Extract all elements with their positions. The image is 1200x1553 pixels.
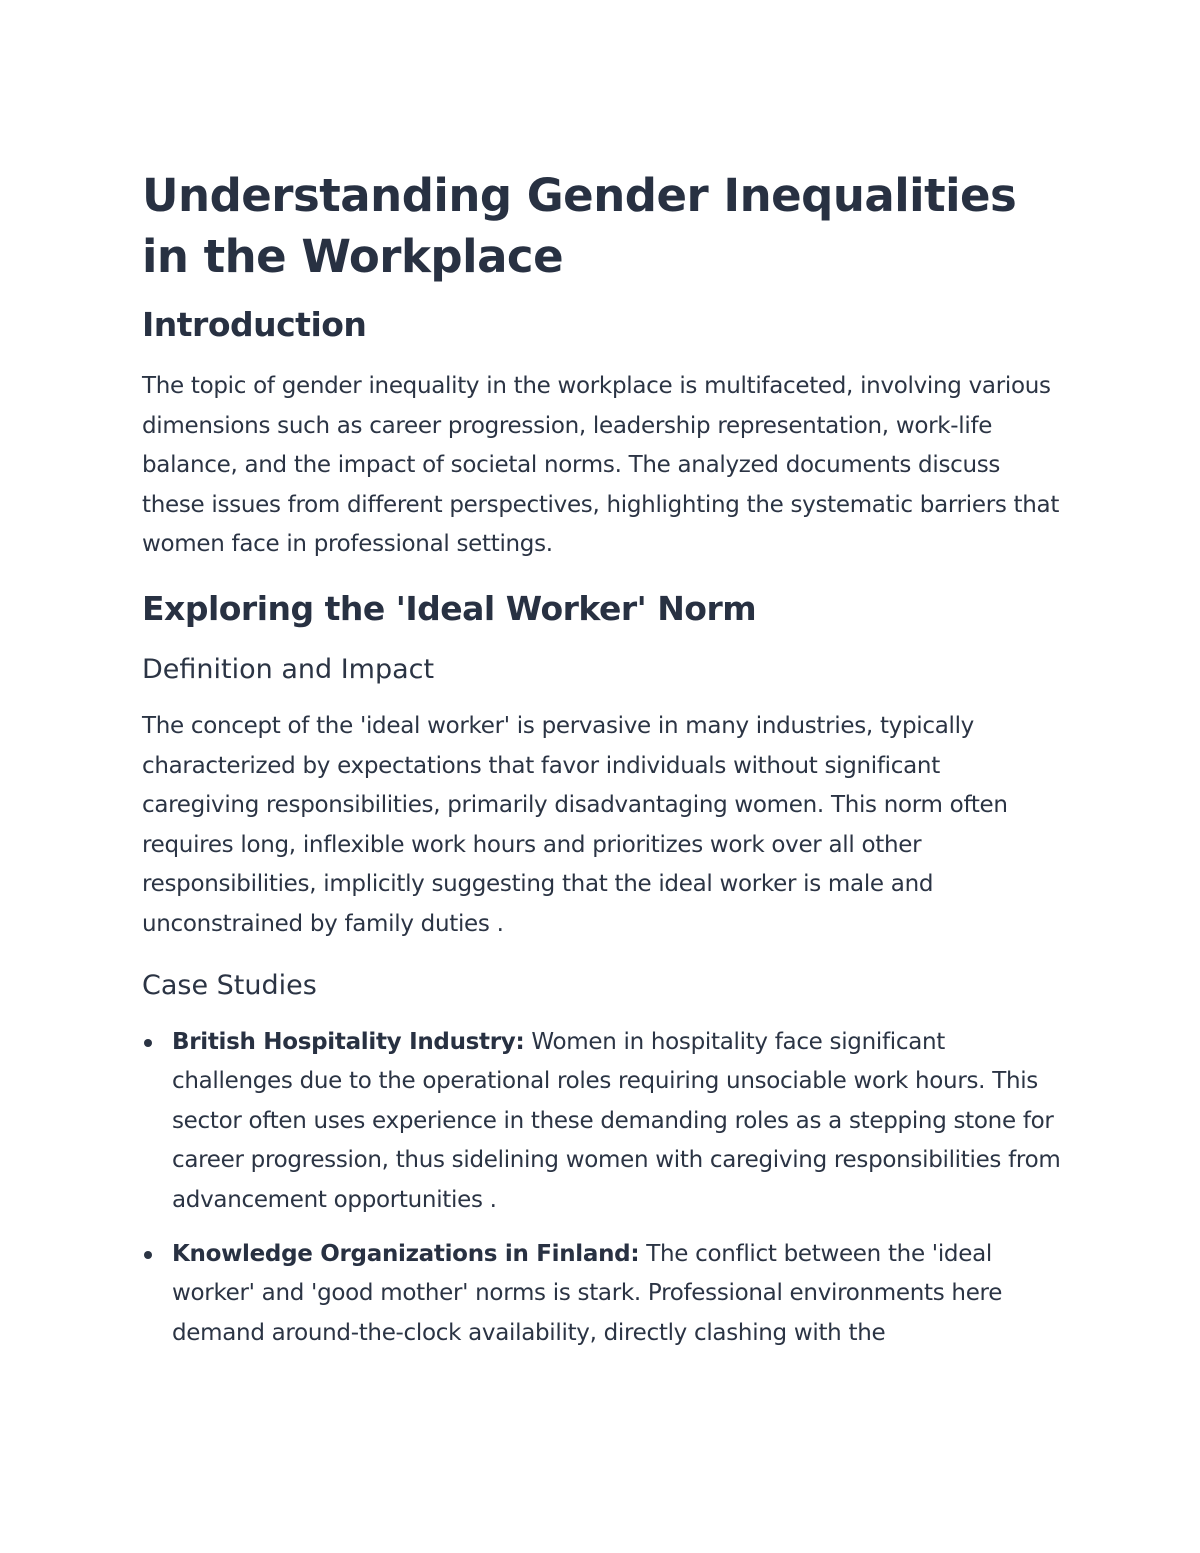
list-item-text: Women in hospitality face significant challenges due to the operational roles requiring unsociable work hours. This sector often uses experience in these demanding roles as a stepping stone for career progression, thus sidelining women with caregiving responsibilities from advancement opportunities . xyxy=(172,1028,1061,1213)
case-studies-heading: Case Studies xyxy=(142,969,317,1001)
ideal-worker-heading: Exploring the 'Ideal Worker' Norm xyxy=(142,588,757,628)
introduction-heading: Introduction xyxy=(142,305,367,344)
document-title: Understanding Gender Inequalities in the Workplace xyxy=(142,169,1017,283)
list-item xyxy=(142,1023,1062,1221)
list-item-label: Knowledge Organizations in Finland: xyxy=(172,1240,640,1267)
document-page xyxy=(142,165,1062,1367)
definition-paragraph: The concept of the 'ideal worker' is pervasive in many industries, typically characterized by expectations that favor individuals without significant caregiving responsibilities, primarily disadvantaging women. This norm often requires long, inflexible work hours and prioritizes work over all other responsibilities, implicitly suggesting that the ideal worker is male and unconstrained by family duties . xyxy=(142,712,1008,937)
list-item xyxy=(142,1235,1062,1354)
bullet-icon xyxy=(144,1039,152,1047)
introduction-paragraph: The topic of gender inequality in the workplace is multifaceted, involving various dimensions such as career progression, leadership representation, work-life balance, and the impact of societal norms. The analyzed documents discuss these issues from different perspectives, highlighting the systematic barriers that women face in professional settings. xyxy=(142,373,1060,558)
definition-heading: Definition and Impact xyxy=(142,653,435,685)
case-studies-list xyxy=(142,1023,1062,1354)
list-item-text: The conflict between the 'ideal worker' and 'good mother' norms is stark. Professional environments here demand around-the-clock availability, directly clashing with the xyxy=(172,1240,1003,1346)
bullet-icon xyxy=(144,1251,152,1259)
list-item-label: British Hospitality Industry: xyxy=(172,1028,525,1055)
